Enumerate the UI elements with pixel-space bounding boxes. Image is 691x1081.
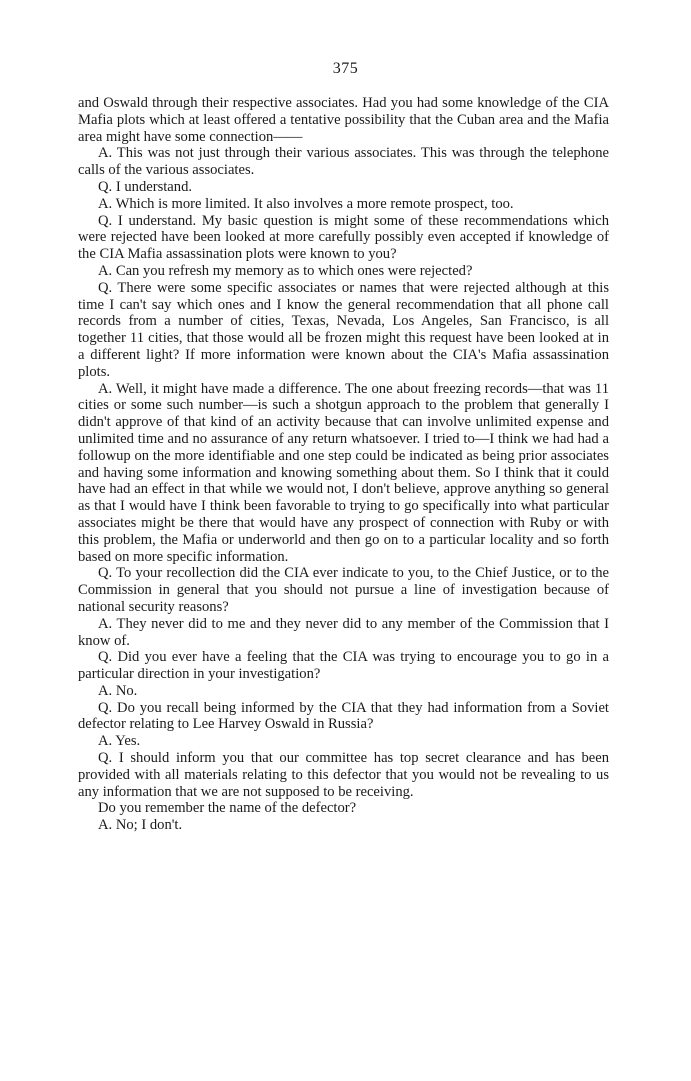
paragraph: A. Which is more limited. It also involves a more remote prospect, too.	[98, 195, 514, 212]
paragraph: Q. There were some specific associates or names that were rejected although at this time I can't say which ones and I know the general recommendation that all phone call records from a number of cities, Texas, Nevada, Los Angeles, San Francisco, is all together 11 cities, that those would all be frozen might this request have been looked at in a different light? If more information were known about the CIA's Mafia assassination plots.	[78, 279, 609, 380]
paragraph: A. No.	[98, 682, 138, 699]
paragraph: Q. To your recollection did the CIA ever indicate to you, to the Chief Justice, or to the Commission in general that you should not pursue a line of investigation because of national security reasons?	[78, 565, 609, 615]
paragraph: Q. Did you ever have a feeling that the CIA was trying to encourage you to go in a particular direction in your investigation?	[78, 649, 609, 683]
paragraph: A. Can you refresh my memory as to which ones were rejected?	[98, 262, 473, 279]
paragraph: A. Yes.	[98, 733, 141, 750]
paragraph: Do you remember the name of the defector?	[98, 800, 357, 817]
paragraph: Q. I should inform you that our committee has top secret clearance and has been provided with all materials relating to this defector that you would not be revealing to us any information that we are not supposed to be receiving.	[78, 750, 609, 800]
page-number: 375	[332, 60, 359, 77]
paragraph: Q. I understand. My basic question is might some of these recommendations which were rejected have been looked at more carefully possibly even accepted if knowledge of the CIA Mafia assassination plots were known to you?	[78, 212, 609, 263]
paragraph: A. No; I don't.	[98, 817, 183, 834]
paragraph: A. This was not just through their various associates. This was through the telephone calls of the various associates.	[78, 145, 609, 179]
paragraph: Q. I understand.	[98, 178, 193, 195]
paragraph-continuation: and Oswald through their respective associates. Had you had some knowledge of the CIA Mafia plots which at least offered a tentative possibility that the Cuban area and the Mafia area might have some connection——	[78, 95, 609, 145]
paragraph: A. Well, it might have made a difference. The one about freezing records—that was 11 cities or some such number—is such a shotgun approach to the problem that generally I didn't approve of that kind of an activity because that can involve unlimited expense and unlimited time and no assurance of any return whatsoever. I tried to—I think we had had a followup on the more identifiable and one step could be indicated as being prior associates and having some information and knowing something about them. So I think that it could have had an effect in that while we would not, I don't believe, approve anything so general as that I would have I think been favorable to trying to go specifically into what particular associates might be there that would have any prospect of connection with Ruby or with this problem, the Mafia or underworld and then go on to a particular locality and so forth based on more specific information.	[78, 380, 609, 565]
paragraph: Q. Do you recall being informed by the CIA that they had information from a Soviet defector relating to Lee Harvey Oswald in Russia?	[78, 699, 609, 733]
transcript-text	[78, 95, 609, 834]
paragraph: A. They never did to me and they never did to any member of the Commission that I know of.	[78, 615, 609, 649]
